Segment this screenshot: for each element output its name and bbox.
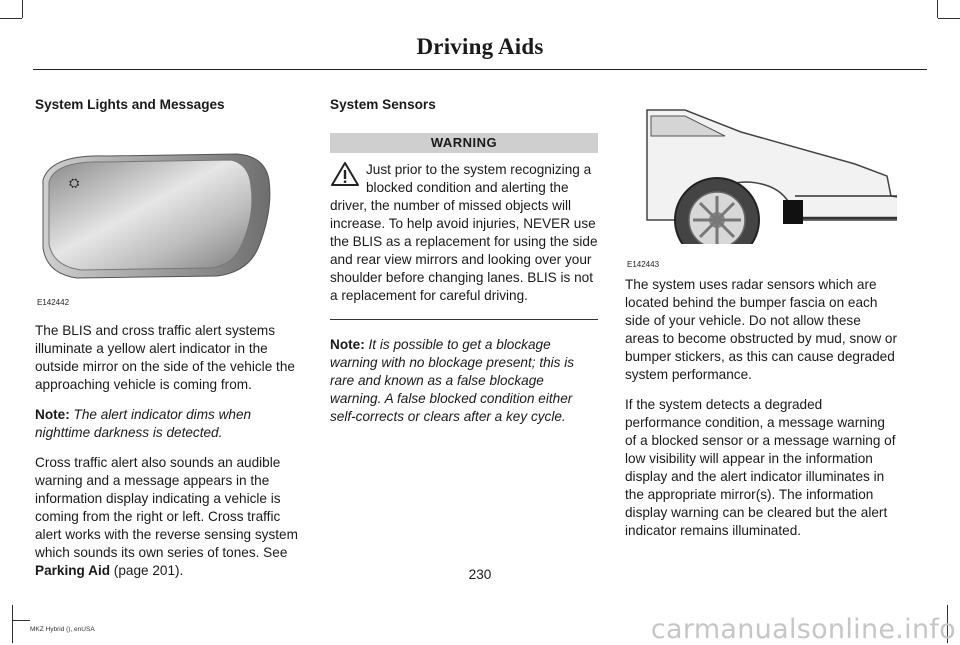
- watermark: carmanualsonline.info: [650, 614, 956, 645]
- vehicle-rear-figure: [625, 92, 897, 270]
- paragraph-text: Cross traffic alert also sounds an audible warning and a message appears in the information display indicating a vehicle is coming from the right or left. Cross traffic alert works with the reverse sensing system which sounds its own series of tones. See: [35, 455, 298, 560]
- footer-text: MKZ Hybrid (), enUSA: [30, 626, 95, 633]
- paragraph: [35, 454, 305, 580]
- figure-code: E142442: [37, 298, 70, 307]
- paragraph: The system uses radar sensors which are located behind the bumper fascia on each side of your vehicle. Do not allow these areas to become obstructed by mud, snow or bumper stickers, as this can cause degraded system performance.: [625, 277, 898, 382]
- crop-mark: [937, 0, 938, 18]
- paragraph: If the system detects a degraded performance condition, a message warning of a blocked sensor or a message warning of low visibility will appear in the information display and the alert indicator illuminates in the appropriate mirror(s). The information display warning can be cleared but the alert indicator remains illuminated.: [625, 397, 896, 538]
- section-heading: System Sensors: [330, 97, 436, 112]
- right-column: [625, 92, 897, 552]
- note-label: Note:: [330, 337, 365, 352]
- mirror-illustration: [37, 150, 277, 286]
- crop-mark: [938, 18, 960, 19]
- crop-mark: [12, 620, 30, 621]
- warning-divider: [330, 319, 598, 320]
- header-divider: [33, 69, 927, 70]
- figure-code: E142443: [627, 260, 660, 269]
- crop-mark: [0, 18, 22, 19]
- blind-spot-icon: ⛭: [69, 175, 80, 190]
- mirror-figure: [35, 150, 275, 307]
- warning-triangle-icon: [330, 161, 360, 187]
- warning-text: Just prior to the system recognizing a blocked condition and alerting the driver, the number of missed objects will increase. To help avoid injuries, NEVER use the BLIS as a replacement for using the side and rear view mirrors and looking over your shoulder before changing lanes. BLIS is not a replacement for careful driving.: [330, 162, 598, 303]
- note-text: The alert indicator dims when nighttime darkness is detected.: [35, 407, 252, 440]
- warning-banner: WARNING: [330, 133, 598, 153]
- warning-body: [330, 161, 598, 320]
- crop-mark: [22, 0, 23, 18]
- page-reference-link[interactable]: Parking Aid: [35, 563, 111, 578]
- vehicle-rear-illustration: [625, 92, 897, 260]
- page-reference-number: (page 201).: [110, 563, 184, 578]
- left-column: [35, 96, 305, 592]
- page-title: Driving Aids: [416, 34, 544, 59]
- section-heading: System Lights and Messages: [35, 97, 225, 112]
- note-text: It is possible to get a blockage warning with no blockage present; this is rare and known as a false blockage warning. A false blocked condition either self-corrects or clears after a key cycle.: [330, 337, 575, 424]
- crop-mark: [12, 605, 13, 643]
- note-label: Note:: [35, 407, 70, 422]
- note: [35, 406, 305, 442]
- middle-column: [330, 96, 598, 438]
- paragraph: The BLIS and cross traffic alert systems illuminate a yellow alert indicator in the outside mirror on the side of the vehicle the approaching vehicle is coming from.: [35, 323, 295, 392]
- page-number: 230: [468, 567, 492, 582]
- note: [330, 336, 598, 426]
